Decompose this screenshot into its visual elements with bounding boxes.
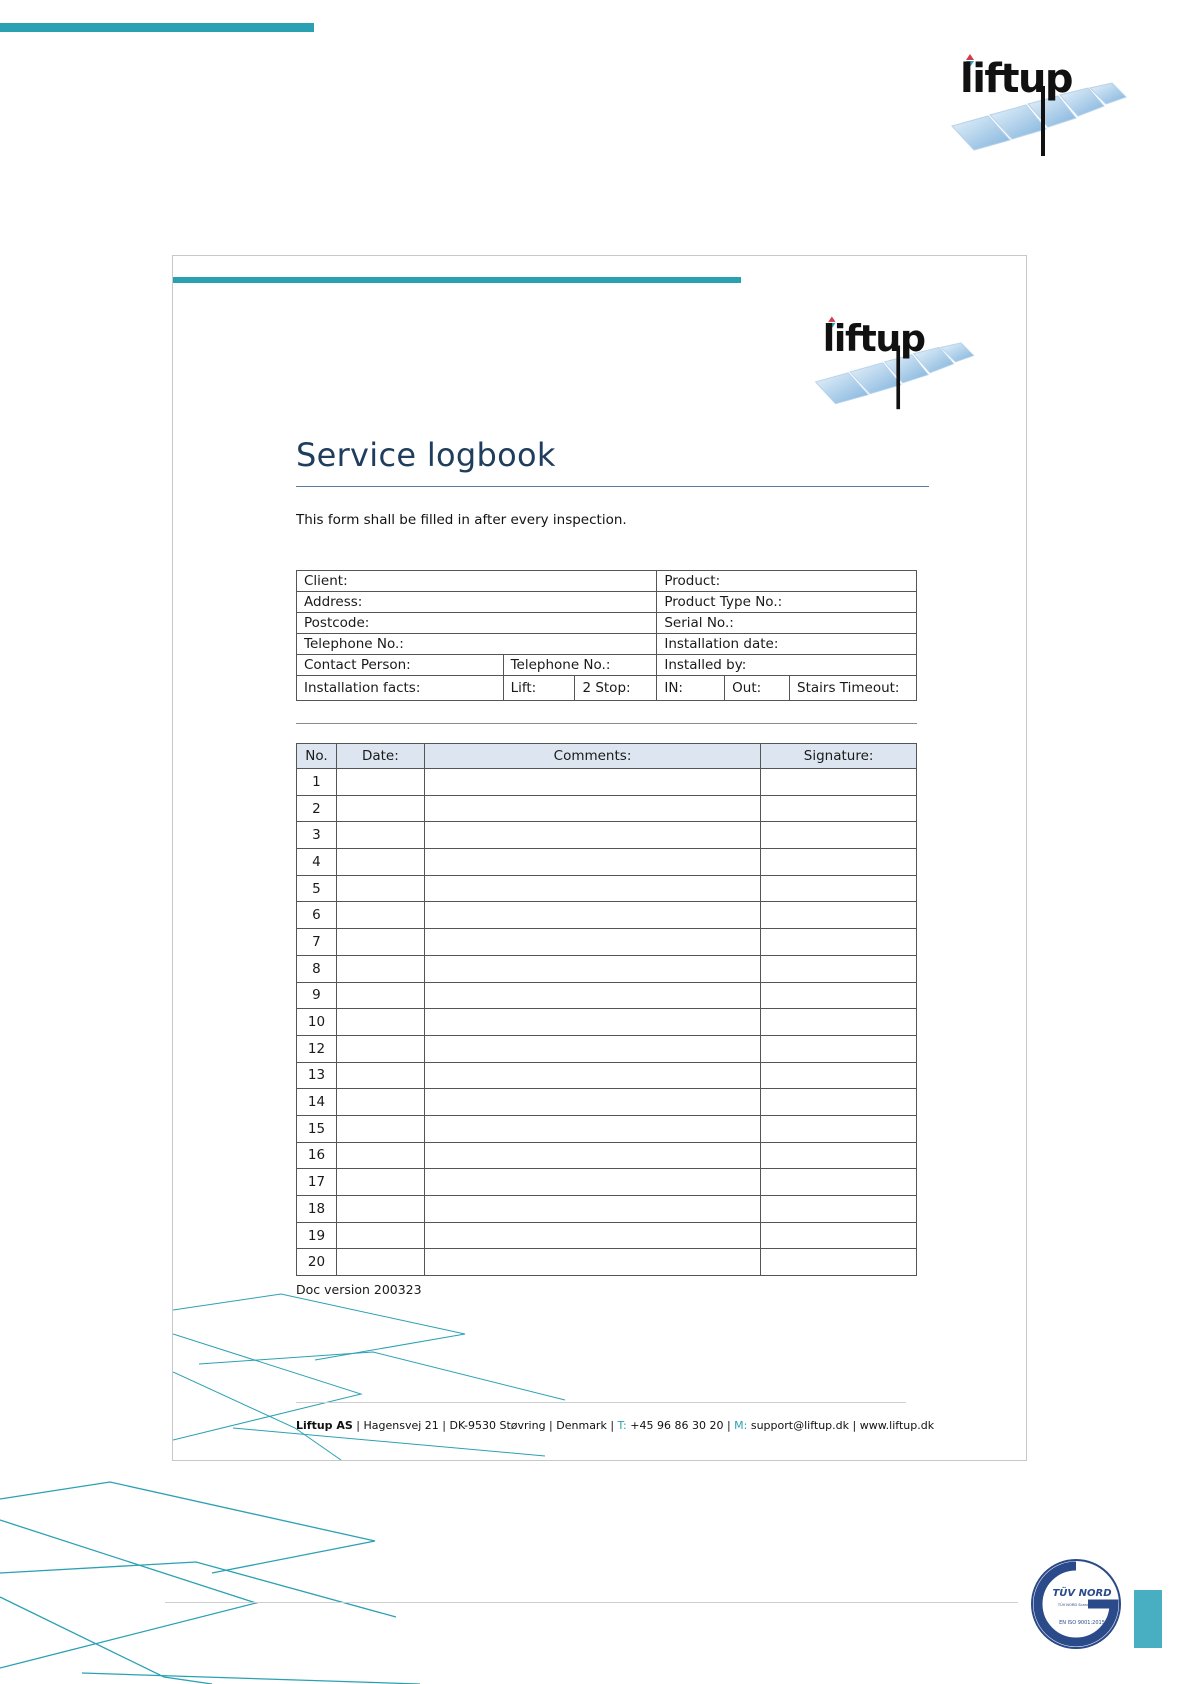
stop-field[interactable]: 2 Stop:: [575, 676, 657, 701]
comments-cell[interactable]: [424, 1222, 760, 1249]
seal-subtitle: TÜV NORD Scandinavia AB: [1057, 1603, 1107, 1607]
date-cell[interactable]: [336, 1222, 424, 1249]
footer-company: Liftup AS: [296, 1419, 353, 1432]
table-row: [297, 795, 917, 822]
table-row: [297, 982, 917, 1009]
lift-field[interactable]: Lift:: [503, 676, 575, 701]
date-cell[interactable]: [336, 1115, 424, 1142]
signature-cell[interactable]: [761, 1222, 917, 1249]
table-row: [297, 1062, 917, 1089]
signature-cell[interactable]: [761, 929, 917, 956]
row-number: 1: [297, 769, 337, 796]
footer-address: Hagensvej 21: [363, 1419, 439, 1432]
date-cell[interactable]: [336, 1089, 424, 1116]
corner-accent-block: [1134, 1590, 1162, 1648]
document-accent-bar: [173, 277, 741, 283]
row-number: 6: [297, 902, 337, 929]
table-row: [297, 1115, 917, 1142]
comments-cell[interactable]: [424, 875, 760, 902]
date-cell[interactable]: [336, 1142, 424, 1169]
contact-person-field[interactable]: Contact Person:: [297, 655, 504, 676]
table-row: [297, 1142, 917, 1169]
comments-cell[interactable]: [424, 1009, 760, 1036]
comments-cell[interactable]: [424, 902, 760, 929]
row-number: 19: [297, 1222, 337, 1249]
table-row: [297, 1089, 917, 1116]
signature-cell[interactable]: [761, 1196, 917, 1223]
stairs-timeout-field[interactable]: Stairs Timeout:: [790, 676, 917, 701]
certification-seal-icon: [1030, 1558, 1122, 1650]
row-number: 18: [297, 1196, 337, 1223]
installed-by-field[interactable]: Installed by:: [657, 655, 917, 676]
signature-cell[interactable]: [761, 1169, 917, 1196]
info-row: [297, 592, 917, 613]
service-log-table: [296, 743, 917, 1276]
top-accent-bar: [0, 23, 314, 32]
telephone-field[interactable]: Telephone No.:: [297, 634, 657, 655]
header-signature: Signature:: [761, 744, 917, 769]
doc-version: Doc version 200323: [296, 1282, 422, 1297]
row-number: 14: [297, 1089, 337, 1116]
logo-wordmark: liftup: [822, 317, 925, 360]
date-cell[interactable]: [336, 1196, 424, 1223]
info-row: [297, 676, 917, 701]
signature-cell[interactable]: [761, 1062, 917, 1089]
row-number: 7: [297, 929, 337, 956]
footer-phone-label: T:: [617, 1419, 627, 1432]
signature-cell[interactable]: [761, 1035, 917, 1062]
table-row: [297, 902, 917, 929]
signature-cell[interactable]: [761, 955, 917, 982]
table-row: [297, 1009, 917, 1036]
liftup-logo-icon: [950, 48, 1130, 158]
date-cell[interactable]: [336, 955, 424, 982]
signature-cell[interactable]: [761, 795, 917, 822]
postcode-field[interactable]: Postcode:: [297, 613, 657, 634]
comments-cell[interactable]: [424, 1169, 760, 1196]
date-cell[interactable]: [336, 822, 424, 849]
date-cell[interactable]: [336, 902, 424, 929]
comments-cell[interactable]: [424, 1196, 760, 1223]
comments-cell[interactable]: [424, 849, 760, 876]
comments-cell[interactable]: [424, 1142, 760, 1169]
row-number: 10: [297, 1009, 337, 1036]
date-cell[interactable]: [336, 849, 424, 876]
signature-cell[interactable]: [761, 1115, 917, 1142]
installation-facts-field[interactable]: Installation facts:: [297, 676, 504, 701]
row-number: 12: [297, 1035, 337, 1062]
footer-website[interactable]: www.liftup.dk: [859, 1419, 935, 1432]
signature-cell[interactable]: [761, 769, 917, 796]
date-cell[interactable]: [336, 795, 424, 822]
product-type-field[interactable]: Product Type No.:: [657, 592, 917, 613]
comments-cell[interactable]: [424, 1115, 760, 1142]
signature-cell[interactable]: [761, 849, 917, 876]
client-field[interactable]: Client:: [297, 571, 657, 592]
row-number: 4: [297, 849, 337, 876]
signature-cell[interactable]: [761, 1249, 917, 1276]
signature-cell[interactable]: [761, 1009, 917, 1036]
log-header-row: [297, 744, 917, 769]
comments-cell[interactable]: [424, 769, 760, 796]
date-cell[interactable]: [336, 1169, 424, 1196]
table-row: [297, 822, 917, 849]
serial-no-field[interactable]: Serial No.:: [657, 613, 917, 634]
info-row: [297, 613, 917, 634]
footer-divider: [296, 1402, 906, 1403]
date-cell[interactable]: [336, 1062, 424, 1089]
signature-cell[interactable]: [761, 982, 917, 1009]
info-row: [297, 634, 917, 655]
document-page: [172, 255, 1027, 1461]
table-row: [297, 1196, 917, 1223]
table-row: [297, 1035, 917, 1062]
row-number: 15: [297, 1115, 337, 1142]
header-no: No.: [297, 744, 337, 769]
footer-email[interactable]: support@liftup.dk: [750, 1419, 849, 1432]
signature-cell[interactable]: [761, 1142, 917, 1169]
date-cell[interactable]: [336, 929, 424, 956]
table-row: [297, 769, 917, 796]
signature-cell[interactable]: [761, 1089, 917, 1116]
footer-country: Denmark: [556, 1419, 607, 1432]
row-number: 13: [297, 1062, 337, 1089]
logo-wordmark: liftup: [960, 56, 1073, 102]
row-number: 9: [297, 982, 337, 1009]
signature-cell[interactable]: [761, 822, 917, 849]
out-field[interactable]: Out:: [725, 676, 790, 701]
table-row: [297, 1222, 917, 1249]
seal-title: TÜV NORD: [1052, 1588, 1112, 1599]
bottom-divider: [165, 1602, 1018, 1603]
signature-cell[interactable]: [761, 902, 917, 929]
row-number: 3: [297, 822, 337, 849]
date-cell[interactable]: [336, 875, 424, 902]
row-number: 20: [297, 1249, 337, 1276]
date-cell[interactable]: [336, 1009, 424, 1036]
table-row: [297, 929, 917, 956]
row-number: 17: [297, 1169, 337, 1196]
row-number: 5: [297, 875, 337, 902]
footer-city: DK-9530 Støvring: [449, 1419, 546, 1432]
row-number: 8: [297, 955, 337, 982]
info-row: [297, 655, 917, 676]
footer-phone: +45 96 86 30 20: [630, 1419, 724, 1432]
date-cell[interactable]: [336, 769, 424, 796]
contact-telephone-field[interactable]: Telephone No.:: [503, 655, 657, 676]
decorative-lines-icon: [0, 1455, 420, 1684]
date-cell[interactable]: [336, 982, 424, 1009]
footer-contact: Liftup AS | Hagensvej 21 | DK-9530 Støvring | Denmark | T: +45 96 86 30 20 | M: support@liftup.dk | www.liftup.dk: [296, 1419, 935, 1432]
info-row: [297, 571, 917, 592]
row-number: 2: [297, 795, 337, 822]
table-row: [297, 955, 917, 982]
comments-cell[interactable]: [424, 982, 760, 1009]
installation-date-field[interactable]: Installation date:: [657, 634, 917, 655]
table-row: [297, 1169, 917, 1196]
product-field[interactable]: Product:: [657, 571, 917, 592]
intro-text: This form shall be filled in after every inspection.: [296, 512, 627, 528]
title-divider: [296, 486, 929, 487]
section-divider: [296, 723, 917, 724]
comments-cell[interactable]: [424, 1035, 760, 1062]
header-date: Date:: [336, 744, 424, 769]
table-row: [297, 849, 917, 876]
document-title: Service logbook: [296, 436, 556, 474]
header-comments: Comments:: [424, 744, 760, 769]
footer-mail-label: M:: [734, 1419, 748, 1432]
liftup-logo-icon: [813, 311, 978, 411]
signature-cell[interactable]: [761, 875, 917, 902]
comments-cell[interactable]: [424, 955, 760, 982]
comments-cell[interactable]: [424, 1062, 760, 1089]
installation-info-table: [296, 570, 917, 701]
comments-cell[interactable]: [424, 1089, 760, 1116]
in-field[interactable]: IN:: [657, 676, 725, 701]
address-field[interactable]: Address:: [297, 592, 657, 613]
comments-cell[interactable]: [424, 929, 760, 956]
row-number: 16: [297, 1142, 337, 1169]
seal-ring-text: EN ISO 9001:2015: [1059, 1620, 1105, 1626]
date-cell[interactable]: [336, 1035, 424, 1062]
comments-cell[interactable]: [424, 822, 760, 849]
table-row: [297, 875, 917, 902]
comments-cell[interactable]: [424, 795, 760, 822]
